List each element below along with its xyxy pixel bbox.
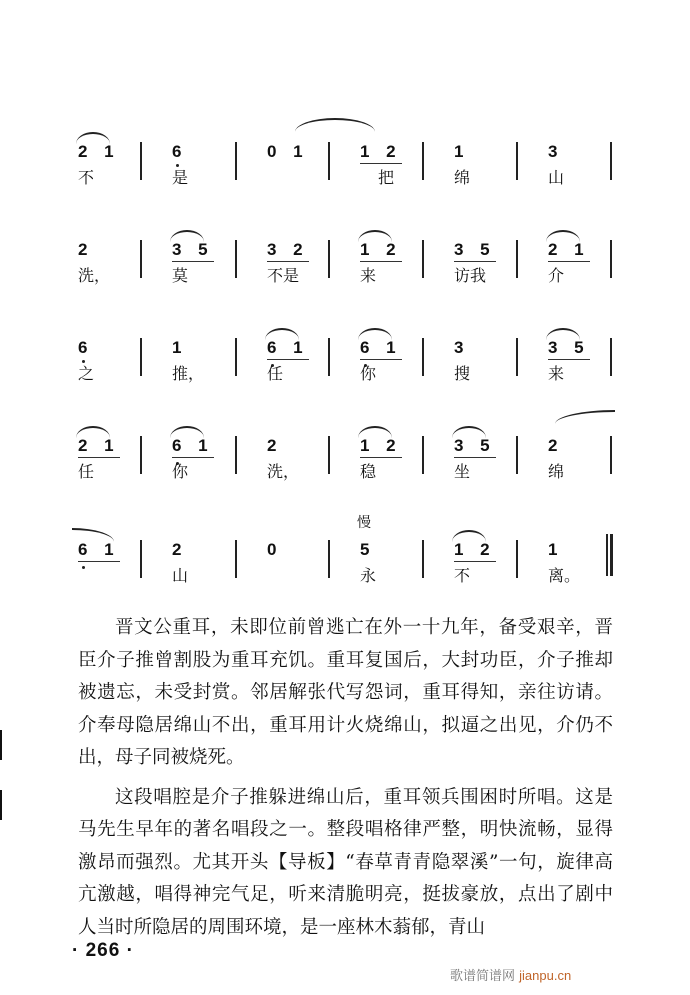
notes: 2 1 (78, 142, 120, 161)
bar-line (516, 240, 518, 278)
watermark-text: 歌谱简谱网 (450, 969, 516, 984)
lyric: 搜 (454, 364, 471, 383)
bar-line (328, 240, 330, 278)
notes: 5 (360, 540, 376, 559)
notes: 6 1 (267, 338, 309, 360)
lyric: 你 (172, 462, 189, 481)
final-double-bar-line (606, 534, 613, 576)
notes: 3 5 (172, 240, 214, 262)
lyric: 洗， (267, 462, 300, 481)
bar-line (140, 436, 142, 474)
watermark (450, 965, 571, 984)
lyric: 是 (172, 168, 189, 187)
notes: 1 2 (360, 436, 402, 458)
notes: 3 2 (267, 240, 309, 262)
bar-line (422, 240, 424, 278)
bar-line (140, 240, 142, 278)
notes: 2 1 (548, 240, 590, 262)
notes: 6 1 (78, 540, 120, 562)
lyric: 不 (78, 168, 95, 187)
bar-line (235, 436, 237, 474)
notes: 1 (548, 540, 564, 559)
bar-line (140, 540, 142, 578)
lyric: 山 (172, 566, 189, 585)
notes: 3 5 (454, 240, 496, 262)
notes: 2 (267, 436, 283, 455)
lyric: 任 (78, 462, 95, 481)
lyric: 永 (360, 566, 377, 585)
paragraph: 晋文公重耳，未即位前曾逃亡在外一十九年，备受艰辛，晋臣介子推曾割股为重耳充饥。重耳复国后，大封功臣，介子推却被遗忘，未受封赏。邻居解张代写怨词，重耳得知，亲往访请。介奉母隐居绵山不出，重耳用计火烧绵山，拟逼之出见，介仍不出，母子同被烧死。 (78, 617, 613, 768)
lyric: 来 (548, 364, 565, 383)
notes: 3 5 (454, 436, 496, 458)
bar-line (235, 142, 237, 180)
lyric: 任 (267, 364, 284, 383)
bar-line (328, 338, 330, 376)
notes: 2 (548, 436, 564, 455)
bar-line (235, 540, 237, 578)
bar-line (328, 540, 330, 578)
long-slur (295, 118, 375, 132)
bar-line (140, 338, 142, 376)
bar-line (610, 142, 612, 180)
lyric: 离。 (548, 566, 581, 585)
notes: 0 (267, 540, 283, 559)
score-row-1 (0, 142, 690, 232)
bar-line (140, 142, 142, 180)
low-octave-dot (176, 164, 179, 167)
bar-line (235, 240, 237, 278)
lyric: 把 (378, 168, 395, 187)
bar-line (516, 436, 518, 474)
lyric: 不是 (267, 266, 300, 285)
notes: 6 1 (360, 338, 402, 360)
lyric: 来 (360, 266, 377, 285)
paragraph: 这段唱腔是介子推躲进绵山后，重耳领兵围困时所唱。这是马先生早年的著名唱段之一。整段唱格律严整，明快流畅，显得激昂而强烈。尤其开头【导板】“春草青青隐翠溪”一句，旋律高亢激越，唱得神完气足，听来清脆明亮，挺拔豪放，点出了剧中人当时所隐居的周围环境，是一座林木蓊郁，青山 (78, 786, 613, 938)
bar-line (422, 540, 424, 578)
notes: 3 (548, 142, 564, 161)
notes: 1 (172, 338, 188, 357)
watermark-domain: jianpu.cn (519, 968, 572, 983)
margin-scan-mark (0, 790, 2, 820)
tempo-mark: 慢 (357, 515, 371, 531)
notes: 1 2 (360, 142, 402, 164)
notes: 6 (78, 338, 94, 357)
bar-line (422, 338, 424, 376)
notes: 6 1 (172, 436, 214, 458)
notes: 6 (172, 142, 188, 161)
lyric: 推， (172, 364, 205, 383)
lyric: 洗， (78, 266, 111, 285)
lyric: 介 (548, 266, 565, 285)
bar-line (516, 540, 518, 578)
notes: 2 (78, 240, 94, 259)
bar-line (610, 436, 612, 474)
lyric: 之 (78, 364, 95, 383)
margin-scan-mark (0, 730, 2, 760)
lyric: 绵 (548, 462, 565, 481)
notes: 0 1 (267, 142, 309, 161)
lyric: 访我 (454, 266, 487, 285)
bar-line (422, 142, 424, 180)
notes: 1 2 (454, 540, 496, 562)
bar-line (328, 142, 330, 180)
notes: 1 (454, 142, 470, 161)
notes: 3 5 (548, 338, 590, 360)
bar-line (516, 142, 518, 180)
bar-line (610, 338, 612, 376)
score-row-4 (0, 436, 690, 526)
lyric: 不 (454, 566, 471, 585)
lyric: 你 (360, 364, 377, 383)
notes: 2 (172, 540, 188, 559)
lyric: 莫 (172, 266, 189, 285)
notes: 1 2 (360, 240, 402, 262)
commentary-text (78, 612, 613, 944)
page-number: · 266 · (72, 940, 134, 961)
low-octave-dot (82, 566, 85, 569)
lyric: 稳 (360, 462, 377, 481)
lyric: 绵 (454, 168, 471, 187)
bar-line (328, 436, 330, 474)
bar-line (235, 338, 237, 376)
bar-line (610, 240, 612, 278)
lyric: 山 (548, 168, 565, 187)
bar-line (422, 436, 424, 474)
bar-line (516, 338, 518, 376)
notes: 2 1 (78, 436, 120, 458)
notes: 3 (454, 338, 470, 357)
low-octave-dot (82, 360, 85, 363)
lyric: 坐 (454, 462, 471, 481)
score-row-2 (0, 240, 690, 330)
